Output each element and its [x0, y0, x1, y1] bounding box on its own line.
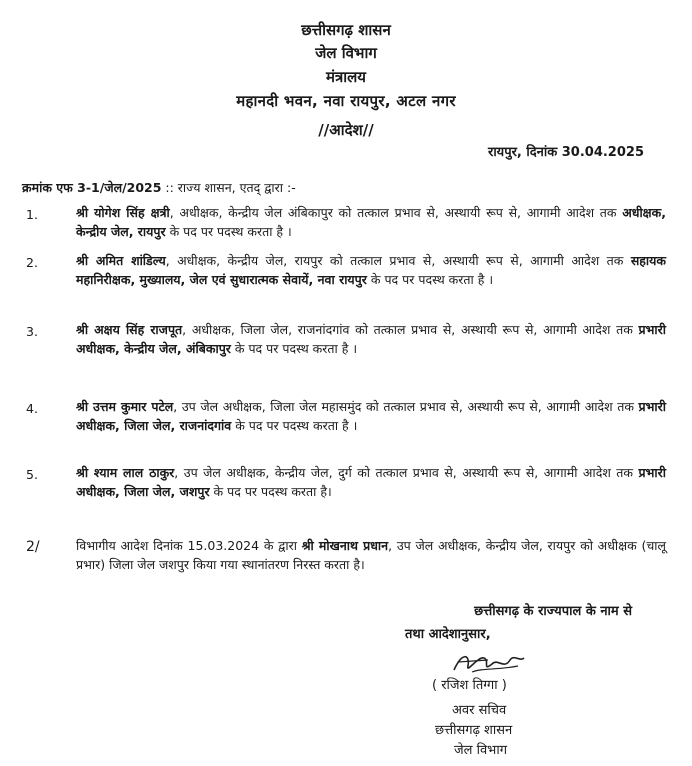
- officer-name: श्री मोखनाथ प्रधान: [301, 538, 389, 553]
- posted-position: अधीक्षक, केन्द्रीय जेल, रायपुर: [76, 205, 666, 239]
- item-text: , उप जेल अधीक्षक, केन्द्रीय जेल, दुर्ग को तत्काल प्रभाव से, अस्थायी रूप से, आगामी आदेश तक: [174, 465, 639, 480]
- order-item: [26, 463, 666, 501]
- order-item: [26, 397, 666, 435]
- officer-name: श्री योगेश सिंह क्षत्री: [76, 205, 170, 220]
- item-number: 5.: [26, 467, 38, 482]
- item-text: , अधीक्षक, केन्द्रीय जेल, रायपुर को तत्काल प्रभाव से, अस्थायी रूप से, आगामी आदेश तक: [165, 253, 631, 268]
- item-text-end: के पद पर पदस्थ करता है ।: [230, 341, 358, 356]
- item-body: [76, 320, 666, 358]
- closing-order-line: तथा आदेशानुसार,: [405, 627, 491, 642]
- order-item: [26, 203, 666, 241]
- item-number: 4.: [26, 401, 38, 416]
- paragraph-body: [76, 536, 666, 574]
- item-text-end: के पद पर पदस्थ करता है ।: [366, 272, 494, 287]
- reference-text: :: राज्य शासन, एतद् द्वारा :-: [165, 180, 296, 195]
- header-ministry: मंत्रालय: [325, 68, 366, 86]
- item-text-end: के पद पर पदस्थ करता है ।: [231, 418, 358, 433]
- officer-name: श्री अमित शांडिल्य: [76, 253, 166, 268]
- header-address: महानदी भवन, नवा रायपुर, अटल नगर: [236, 92, 456, 110]
- order-title: //आदेश//: [318, 121, 374, 139]
- signature-image: [448, 648, 528, 678]
- item-body: [76, 251, 666, 289]
- header-government: छत्तीसगढ़ शासन: [301, 21, 391, 39]
- officer-name: श्री अक्षय सिंह राजपूत: [76, 322, 183, 337]
- item-text: , अधीक्षक, केन्द्रीय जेल अंबिकापुर को तत्काल प्रभाव से, अस्थायी रूप से, आगामी आदेश तक: [169, 205, 623, 220]
- signatory-name: ( रजिश तिग्गा ): [432, 678, 507, 693]
- item-number: 3.: [26, 324, 38, 339]
- closing-governor-line: छत्तीसगढ़ के राज्यपाल के नाम से: [474, 604, 632, 619]
- item-number: 1.: [26, 207, 38, 222]
- paragraph-text-end: , उप जेल अधीक्षक, केन्द्रीय जेल, रायपुर को अधीक्षक (चालू प्रभार) जिला जेल जशपुर किया गया स्थानांतरण निरस्त करता है।: [76, 538, 666, 572]
- order-item: [26, 320, 666, 358]
- item-text-end: के पद पर पदस्थ करता है ।: [165, 224, 292, 239]
- item-body: [76, 463, 666, 501]
- signatory-government: छत्तीसगढ़ शासन: [435, 723, 513, 738]
- officer-name: श्री उत्तम कुमार पटेल: [76, 399, 174, 414]
- item-text-end: के पद पर पदस्थ करता है।: [209, 484, 332, 499]
- header-department: जेल विभाग: [315, 44, 377, 62]
- item-body: [76, 203, 666, 241]
- posted-position: सहायक महानिरीक्षक, मुख्यालय, जेल एवं सुधारात्मक सेवायें, नवा रायपुर: [76, 253, 666, 287]
- item-text: , अधीक्षक, जिला जेल, राजनांदगांव को तत्काल प्रभाव से, अस्थायी रूप से, आगामी आदेश तक: [182, 322, 639, 337]
- signatory-department: जेल विभाग: [454, 743, 508, 758]
- item-body: [76, 397, 666, 435]
- signatory-designation: अवर सचिव: [452, 703, 507, 718]
- cancellation-paragraph: [26, 536, 666, 574]
- paragraph-number: 2/: [26, 539, 40, 555]
- reference-line: [22, 179, 296, 196]
- paragraph-text: विभागीय आदेश दिनांक 15.03.2024 के द्वारा: [76, 538, 302, 553]
- order-item: [26, 251, 666, 289]
- item-number: 2.: [26, 255, 38, 270]
- officer-name: श्री श्याम लाल ठाकुर: [76, 465, 175, 480]
- place-date: रायपुर, दिनांक 30.04.2025: [488, 145, 644, 160]
- posted-position: प्रभारी अधीक्षक, केन्द्रीय जेल, अंबिकापुर: [76, 322, 666, 356]
- item-text: , उप जेल अधीक्षक, जिला जेल महासमुंद को तत्काल प्रभाव से, अस्थायी रूप से, आगामी आदेश तक: [173, 399, 639, 414]
- reference-number: क्रमांक एफ 3-1/जेल/2025: [22, 180, 162, 195]
- posted-position: प्रभारी अधीक्षक, जिला जेल, जशपुर: [76, 465, 666, 499]
- posted-position: प्रभारी अधीक्षक, जिला जेल, राजनांदगांव: [76, 399, 667, 433]
